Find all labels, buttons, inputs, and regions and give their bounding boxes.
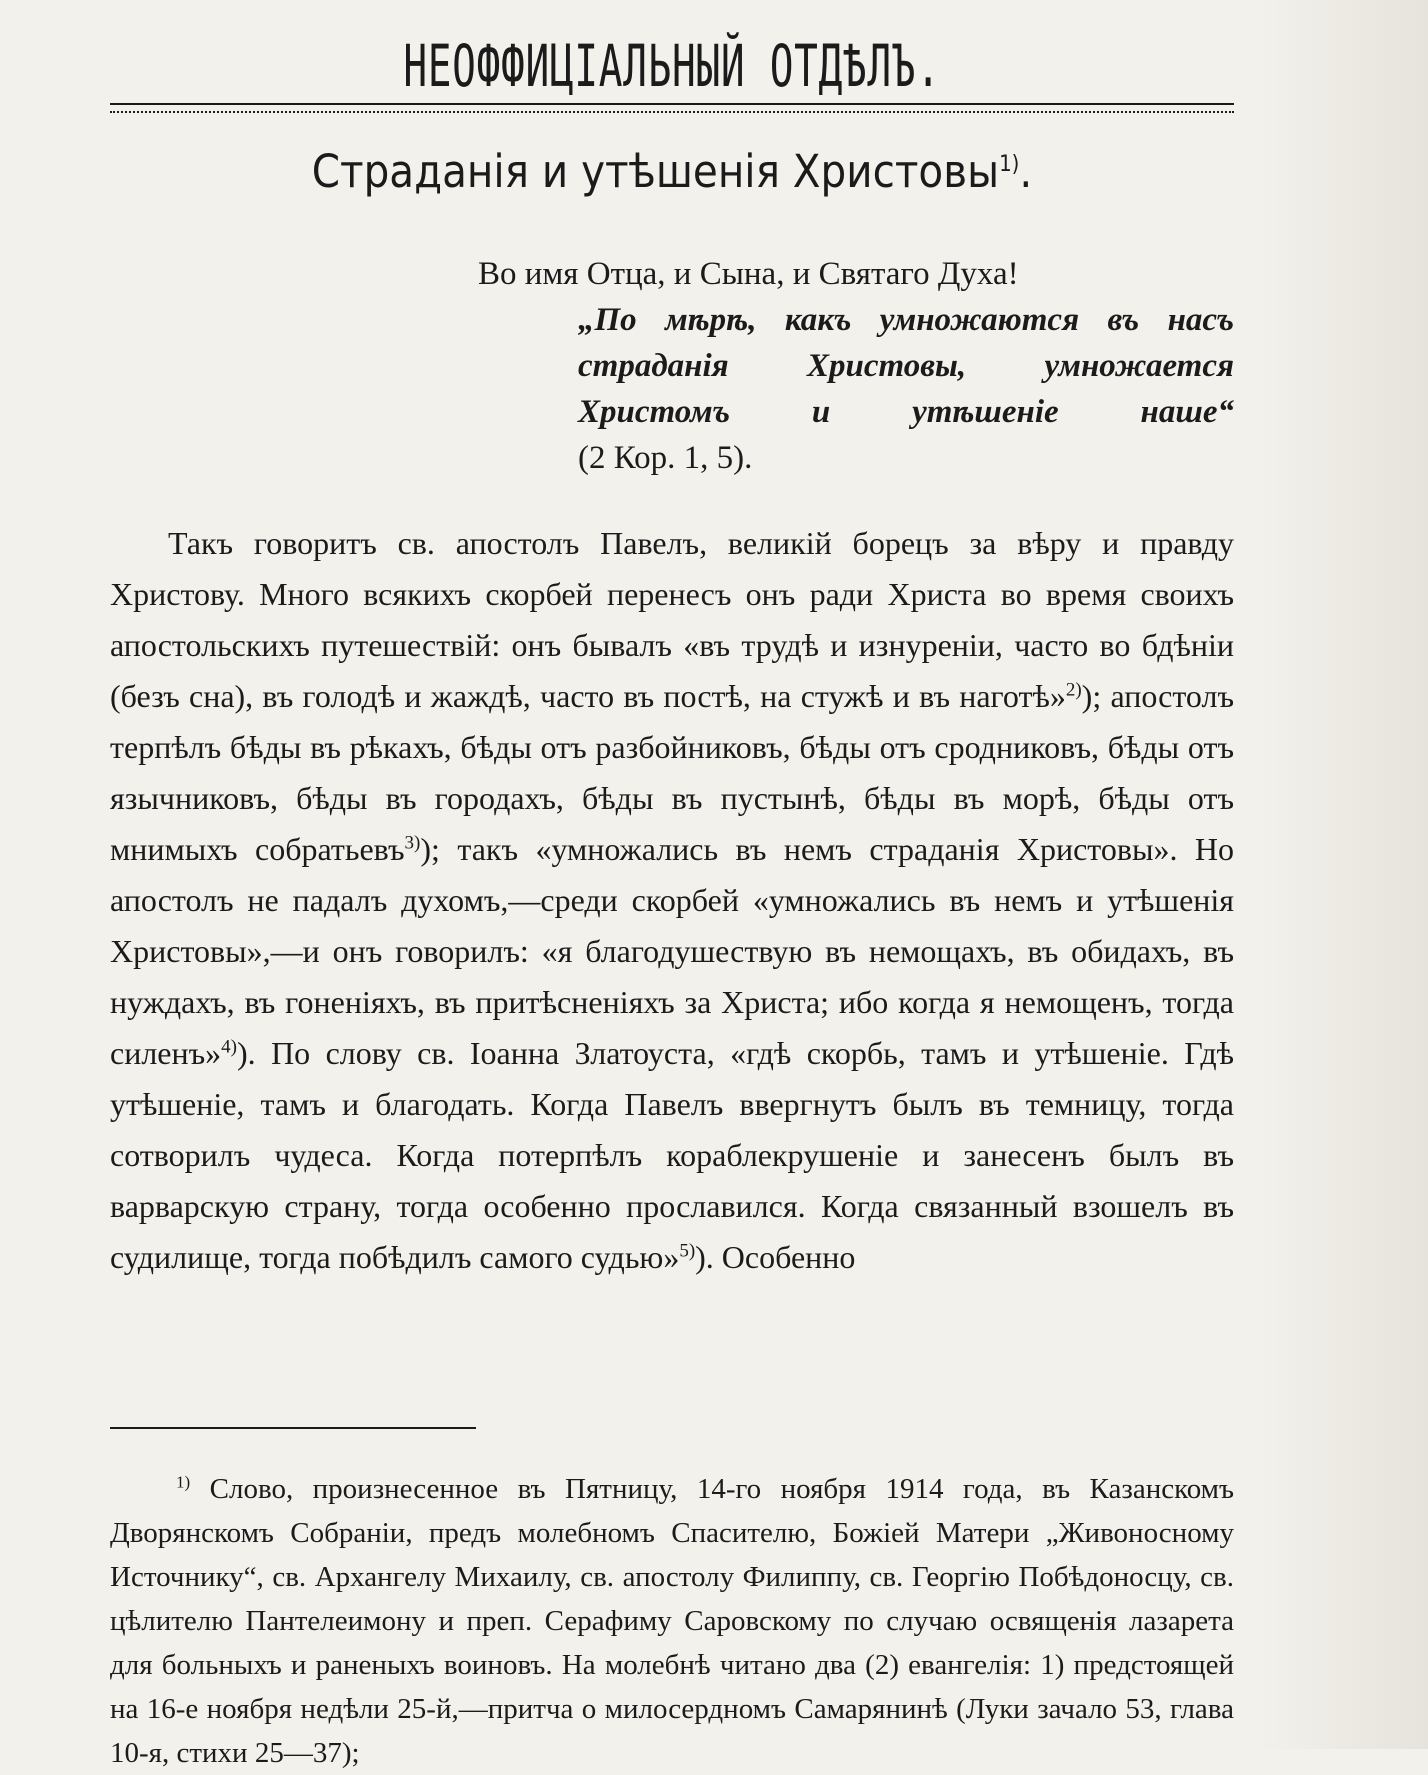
body-paragraph — [110, 518, 1234, 1283]
body-text-part-1: Такъ говоритъ св. апостолъ Павелъ, великій борецъ за вѣру и правду Христову. Много всякихъ скорбей перенесъ онъ ради Христа во время своихъ апостольскихъ путешествій: онъ бывалъ «въ трудѣ и изнуреніи, часто во бдѣніи (безъ сна), въ голодѣ и жаждѣ, часто въ постѣ, на стужѣ и въ наготѣ» — [110, 525, 1234, 714]
footnote-rule — [110, 1427, 476, 1429]
footnote-1 — [110, 1467, 1234, 1775]
page-header — [110, 24, 1234, 106]
footnote-ref-3: 3) — [404, 832, 421, 854]
footnote-ref-5: 5) — [679, 1240, 696, 1262]
body-text-part-4: ). По слову св. Іоанна Златоуста, «гдѣ скорбь, тамъ и утѣшеніе. Гдѣ утѣшеніе, тамъ и благодать. Когда Павелъ ввергнутъ былъ въ темницу, тогда сотворилъ чудеса. Когда потерпѣлъ кораблекрушеніе и занесенъ былъ въ варварскую страну, тогда особенно прославился. Когда связанный взошелъ въ судилище, тогда побѣдилъ самого судью» — [110, 1035, 1234, 1275]
header-rule — [110, 103, 1234, 113]
body-text-part-2: ); апостолъ терпѣлъ бѣды въ рѣкахъ, бѣды отъ разбойниковъ, бѣды отъ сродниковъ, бѣды отъ язычниковъ, бѣды въ городахъ, бѣды въ пустынѣ, бѣды въ морѣ, бѣды отъ мнимыхъ собратьевъ — [110, 678, 1235, 867]
body-text-part-3: ); такъ «умножались въ немъ страданія Христовы». Но апостолъ не падалъ духомъ,—среди скорбей «умножались въ немъ и утѣшенія Христовы»,—и онъ говорилъ: «я благодушествую въ немощахъ, въ обидахъ, въ нуждахъ, въ гоненіяхъ, въ притѣсненіяхъ за Христа; ибо когда я немощенъ, тогда силенъ» — [110, 831, 1235, 1071]
footnote-ref-2: 2) — [1065, 679, 1082, 701]
epigraph-quote: „По мѣрѣ, какъ умножаются въ насъ страданія Христовы, умножается Христомъ и утѣшеніе наше“ — [578, 302, 1234, 430]
epigraph — [478, 251, 1234, 481]
footnote-1-text: Слово, произнесенное въ Пятницу, 14-го ноября 1914 года, въ Казанскомъ Дворянскомъ Собраніи, предъ молебномъ Спасителю, Божіей Матери „Живоносному Источнику“, св. Архангелу Михаилу, св. апостолу Филиппу, св. Георгію Побѣдоносцу, св. цѣлителю Пантелеимону и преп. Серафиму Саровскому по случаю освященія лазарета для больныхъ и раненыхъ воиновъ. На молебнѣ читано два (2) евангелія: 1) предстоящей на 16-е ноября недѣли 25-й,—притча о милосердномъ Самарянинѣ (Луки зачало 53, глава 10-я, стихи 25—37); — [110, 1473, 1234, 1769]
title-footnote-mark: 1) — [999, 152, 1020, 177]
article-title-period: . — [1019, 145, 1033, 198]
body-text-part-5: ). Особенно — [695, 1239, 856, 1275]
epigraph-reference: (2 Кор. 1, 5). — [578, 440, 753, 476]
article-title-text: Страданія и утѣшенія Христовы — [311, 145, 1000, 198]
section-title: НЕОФФИЦІАЛЬНЫЙ ОТДѢЛЪ. — [403, 32, 941, 100]
invocation: Во имя Отца, и Сына, и Святаго Духа! — [478, 256, 1019, 292]
page-edge-shading — [1258, 0, 1428, 1749]
article-title — [166, 145, 1178, 198]
footnote-ref-4: 4) — [221, 1036, 237, 1058]
footnote-1-mark: 1) — [176, 1472, 191, 1492]
